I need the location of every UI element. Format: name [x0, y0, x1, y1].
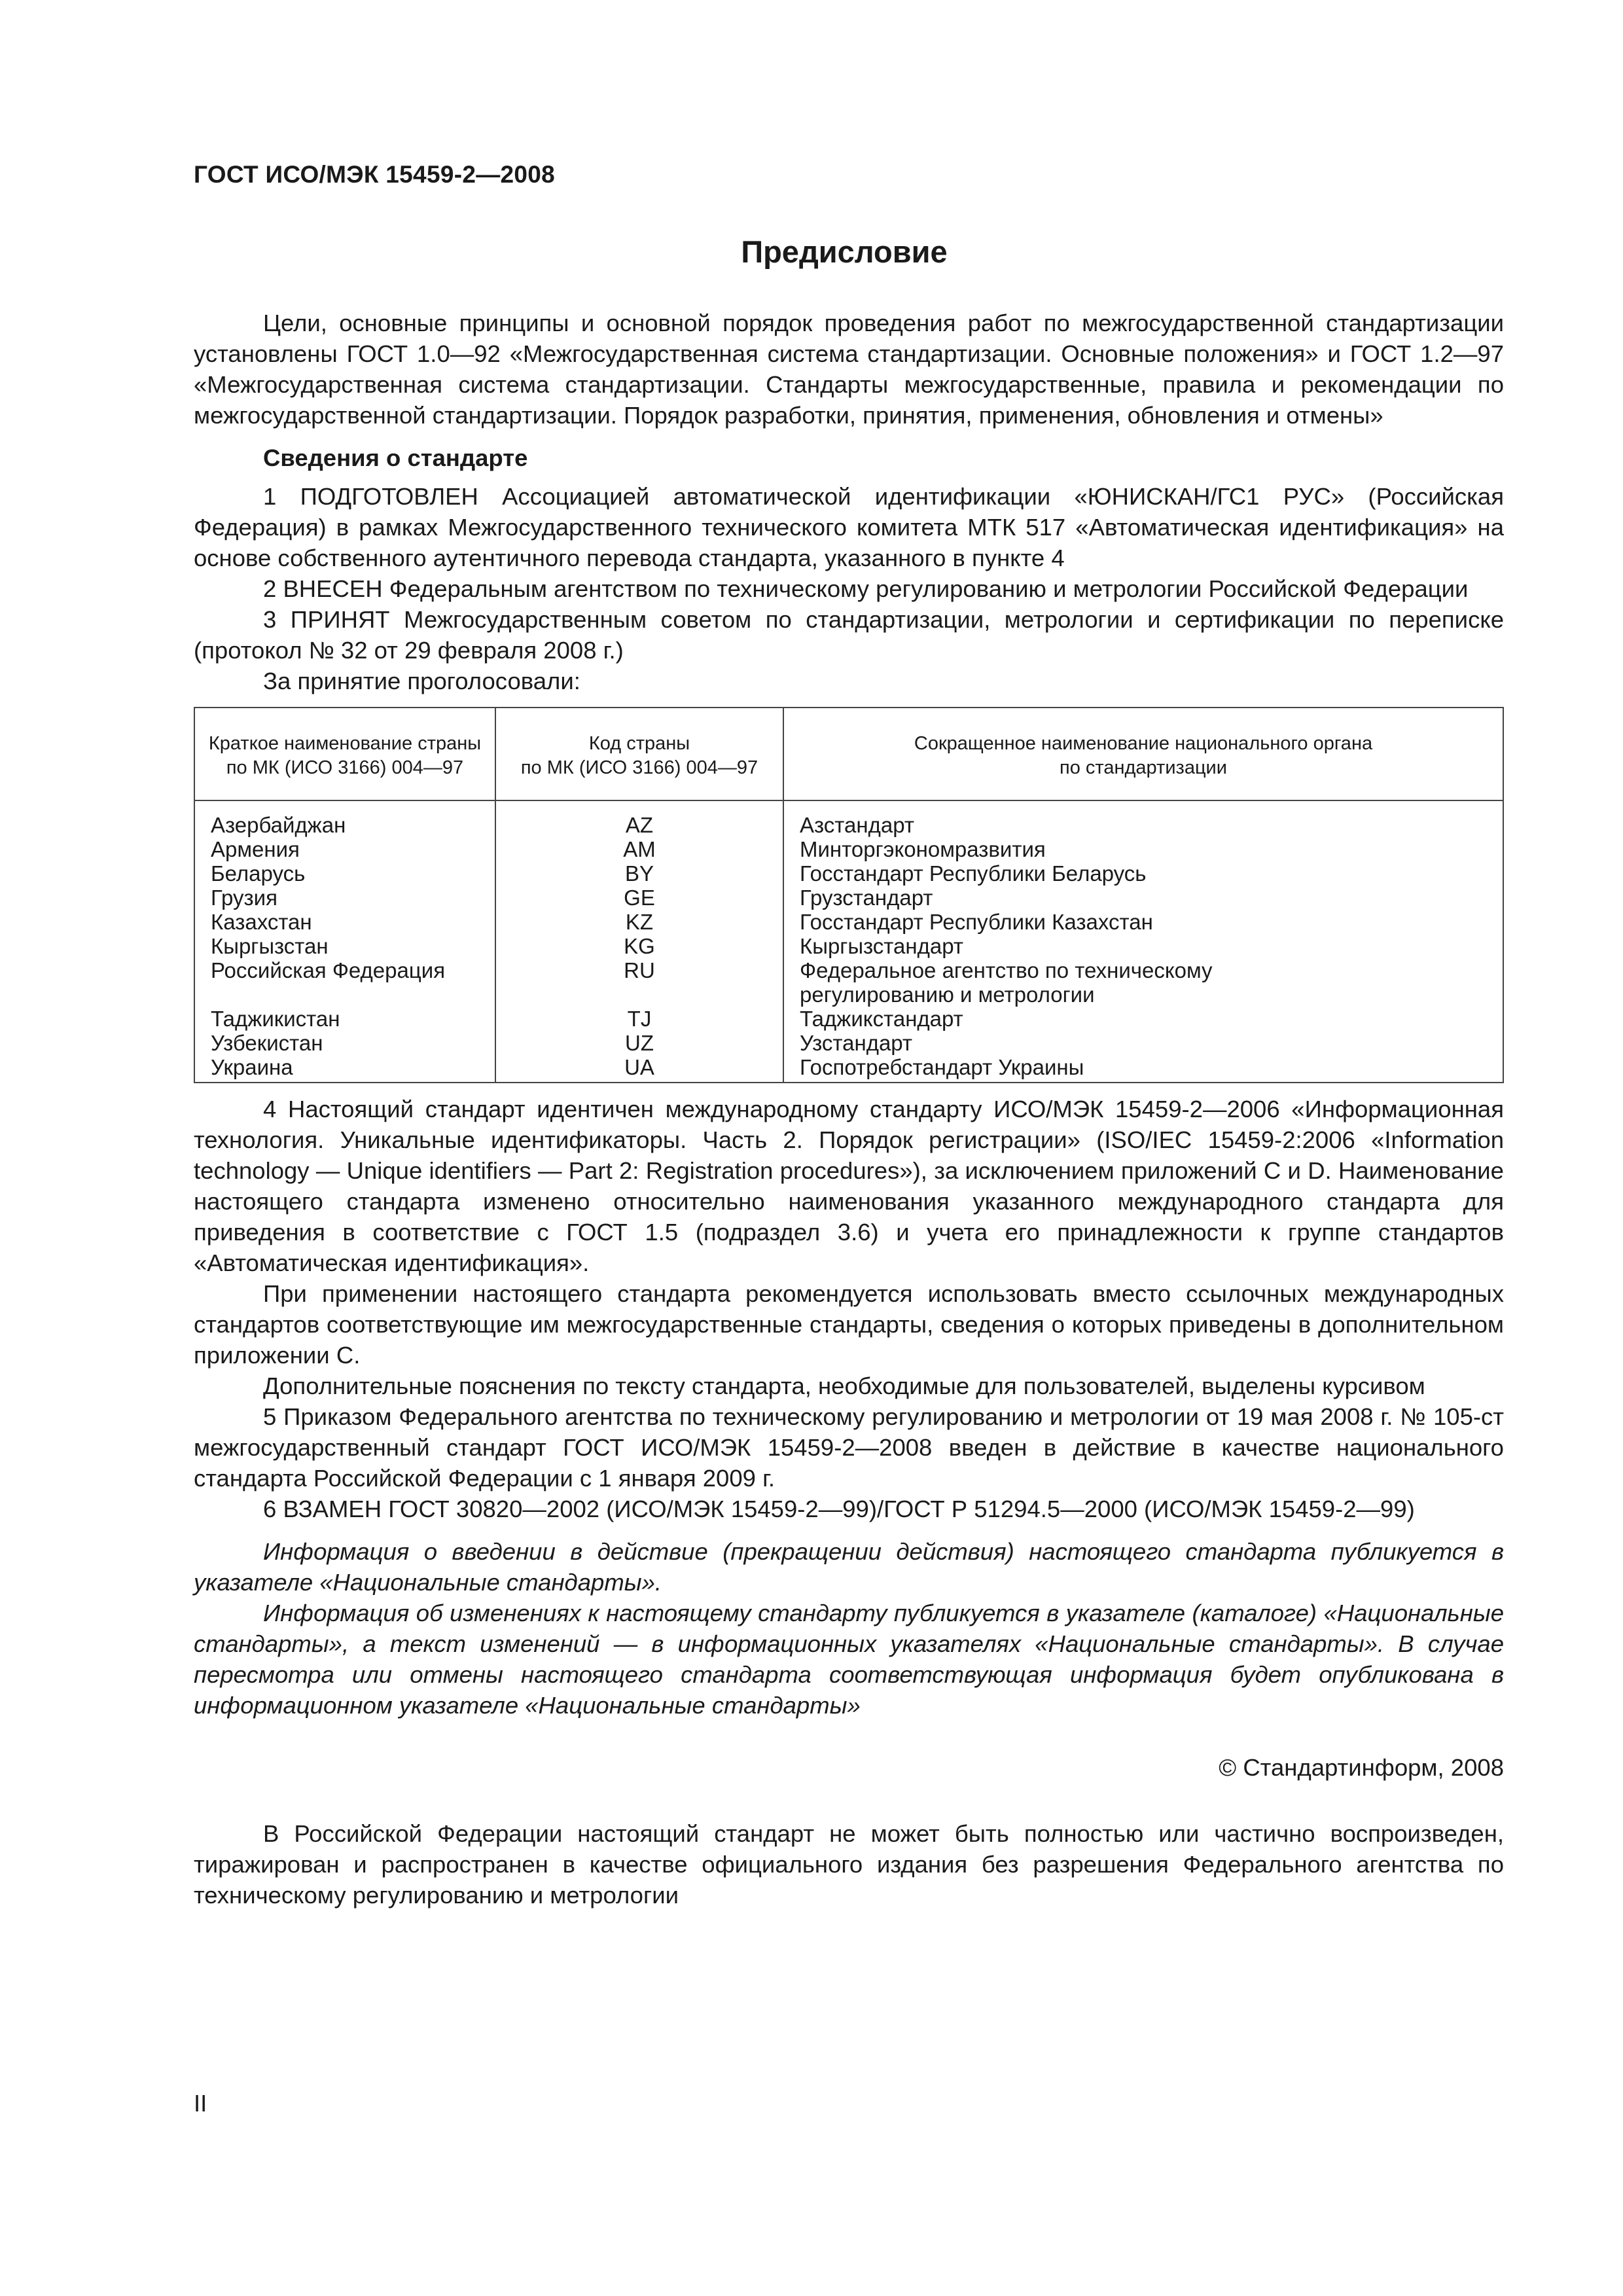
code-cell: BY — [495, 861, 783, 886]
country-cell: Таджикистан — [194, 1007, 495, 1031]
table-row — [194, 886, 1503, 910]
body-cell: Кыргызстандарт — [783, 934, 1503, 958]
code-cell: TJ — [495, 1007, 783, 1031]
table-row — [194, 1055, 1503, 1083]
country-cell: Украина — [194, 1055, 495, 1083]
table-row — [194, 934, 1503, 958]
voting-table — [194, 707, 1504, 1083]
intro-paragraph: Цели, основные принципы и основной порядок проведения работ по межгосударственной стандартизации установлены ГОСТ 1.0—92 «Межгосударственная система стандартизации. Основные положения» и ГОСТ 1.2—97 «Межгосударственная система стандартизации. Стандарты межгосударственные, правила и рекомендации по межгосударственной стандартизации. Порядок разработки, принятия, применения, обновления и отмены» — [194, 310, 1504, 429]
body-cell: Таджикстандарт — [783, 1007, 1503, 1031]
table-row — [194, 1007, 1503, 1031]
copyright: © Стандартинформ, 2008 — [1219, 1754, 1504, 1781]
item-5: 5 Приказом Федерального агентства по техническому регулированию и метрологии от 19 мая 2008 г. № 105-ст межгосударственный стандарт ГОСТ ИСО/МЭК 15459-2—2008 введен в действие в качестве национального стандарта Российской Федерации с 1 января 2009 г. — [194, 1403, 1504, 1492]
body-cell: Госстандарт Республики Беларусь — [783, 861, 1503, 886]
page-title: Предисловие — [741, 234, 948, 269]
country-cell: Узбекистан — [194, 1031, 495, 1055]
body-cell: Узстандарт — [783, 1031, 1503, 1055]
item-4: 4 Настоящий стандарт идентичен международному стандарту ИСО/МЭК 15459-2—2006 «Информационная технология. Уникальные идентификаторы. Часть 2. Порядок регистрации» (ISO/IEC 15459-2:2006 «Information technology — Unique identifiers — Part 2: Registration procedures»), за исключением приложений С и D. Наименование настоящего стандарта изменено относительно наименования указанного международного стандарта для приведения в соответствие с ГОСТ 1.5 (подраздел 3.6) и учета его принадлежности к группе стандартов «Автоматическая идентификация». — [194, 1096, 1504, 1276]
body-cell: Грузстандарт — [783, 886, 1503, 910]
item-3: 3 ПРИНЯТ Межгосударственным советом по стандартизации, метрологии и сертификации по переписке (протокол № 32 от 29 февраля 2008 г.) — [194, 606, 1504, 664]
item-1: 1 ПОДГОТОВЛЕН Ассоциацией автоматической идентификации «ЮНИСКАН/ГС1 РУС» (Российская Федерация) в рамках Межгосударственного технического комитета МТК 517 «Автоматическая идентификация» на основе собственного аутентичного перевода стандарта, указанного в пункте 4 — [194, 483, 1504, 571]
table-header-row — [194, 708, 1503, 800]
reproduction-notice: В Российской Федерации настоящий стандарт не может быть полностью или частично воспроизведен, тиражирован и распространен в качестве официального издания без разрешения Федерального агентства по техническому регулированию и метрологии — [194, 1820, 1504, 1909]
code-cell: GE — [495, 886, 783, 910]
code-cell: UA — [495, 1055, 783, 1083]
country-cell: Российская Федерация — [194, 958, 495, 1007]
document-header: ГОСТ ИСО/МЭК 15459-2—2008 — [194, 161, 556, 188]
body-cell: Федеральное агентство по техническому регулированию и метрологии — [783, 958, 1503, 1007]
code-cell: AM — [495, 837, 783, 861]
section-title: Сведения о стандарте — [263, 444, 528, 471]
country-cell: Армения — [194, 837, 495, 861]
table-row — [194, 1031, 1503, 1055]
table-header-body: Сокращенное наименование национального органа по стандартизации — [783, 708, 1503, 800]
table-row — [194, 861, 1503, 886]
spacer — [194, 1524, 1504, 1536]
body-cell: Минторгэкономразвития — [783, 837, 1503, 861]
country-cell: Беларусь — [194, 861, 495, 886]
country-cell: Казахстан — [194, 910, 495, 934]
item-2: 2 ВНЕСЕН Федеральным агентством по техническому регулированию и метрологии Российской Федерации — [263, 575, 1469, 602]
code-cell: UZ — [495, 1031, 783, 1055]
document-body — [194, 308, 1504, 1910]
body-cell: Госстандарт Республики Казахстан — [783, 910, 1503, 934]
country-cell: Кыргызстан — [194, 934, 495, 958]
table-row — [194, 800, 1503, 837]
info-changes: Информация об изменениях к настоящему стандарту публикуется в указателе (каталоге) «Национальные стандарты», а текст изменений — в информационных указателях «Национальные стандарты». В случае пересмотра или отмены настоящего стандарта соответствующая информация будет опубликована в информационном указателе «Национальные стандарты» — [194, 1600, 1504, 1719]
table-row — [194, 837, 1503, 861]
code-cell: KZ — [495, 910, 783, 934]
country-cell: Азербайджан — [194, 800, 495, 837]
code-cell: KG — [495, 934, 783, 958]
page-number: II — [194, 2090, 207, 2117]
table-row — [194, 958, 1503, 1007]
code-cell: AZ — [495, 800, 783, 837]
vote-intro: За принятие проголосовали: — [263, 668, 580, 694]
table-header-country: Краткое наименование страны по МК (ИСО 3166) 004—97 — [194, 708, 495, 800]
item-4-references: При применении настоящего стандарта рекомендуется использовать вместо ссылочных международных стандартов соответствующие им межгосударственные стандарты, сведения о которых приведены в дополнительном приложении С. — [194, 1280, 1504, 1369]
table-header-code: Код страны по МК (ИСО 3166) 004—97 — [495, 708, 783, 800]
code-cell: RU — [495, 958, 783, 1007]
country-cell: Грузия — [194, 886, 495, 910]
info-introduction: Информация о введении в действие (прекращении действия) настоящего стандарта публикуется в указателе «Национальные стандарты». — [194, 1538, 1504, 1596]
item-6: 6 ВЗАМЕН ГОСТ 30820—2002 (ИСО/МЭК 15459-2—99)/ГОСТ Р 51294.5—2000 (ИСО/МЭК 15459-2—99) — [263, 1496, 1415, 1522]
body-cell: Азстандарт — [783, 800, 1503, 837]
table-row — [194, 910, 1503, 934]
body-cell: Госпотребстандарт Украины — [783, 1055, 1503, 1083]
item-4-italic-note: Дополнительные пояснения по тексту стандарта, необходимые для пользователей, выделены курсивом — [263, 1372, 1425, 1399]
